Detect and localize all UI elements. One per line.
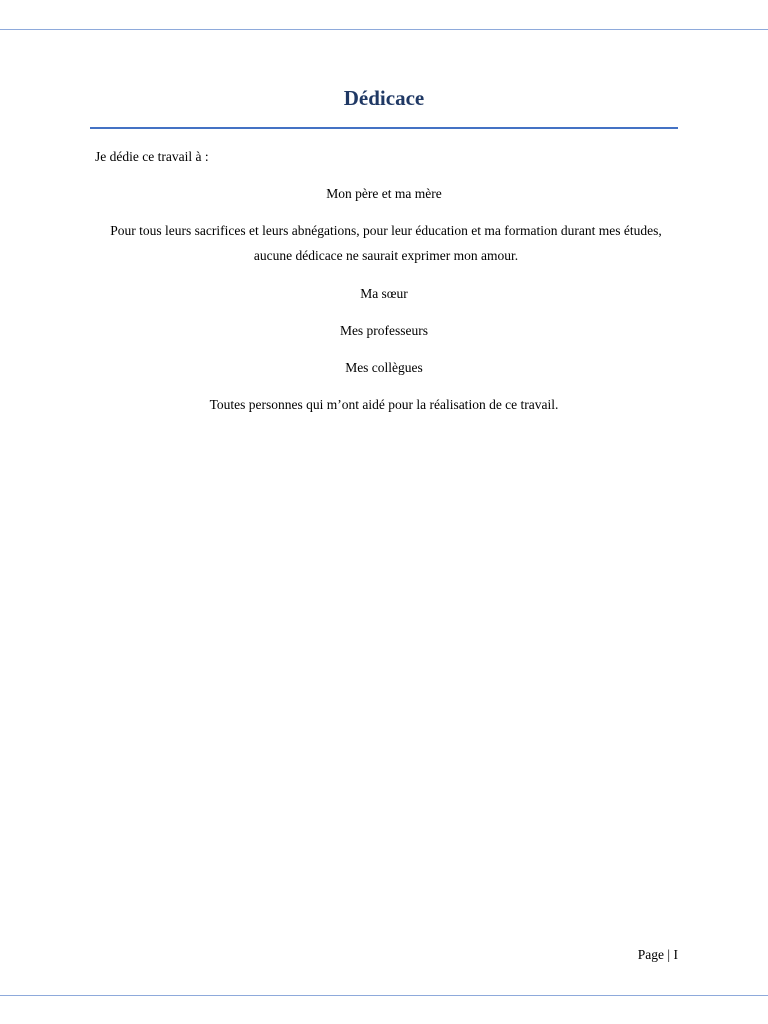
intro-text: Je dédie ce travail à :: [95, 149, 209, 164]
dedication-sister: Ma sœur: [360, 286, 408, 301]
dedication-professors: Mes professeurs: [339, 323, 429, 338]
page-border-bottom: [0, 995, 768, 996]
dedication-parents: Mon père et ma mère: [326, 186, 442, 201]
dedication-colleagues: Mes collègues: [345, 360, 423, 375]
dedication-others: Toutes personnes qui m’ont aidé pour la réalisation de ce travail.: [209, 397, 559, 412]
title-underline: [90, 127, 678, 129]
page-border-top: [0, 29, 768, 30]
dedication-paragraph: Pour tous leurs sacrifices et leurs abnégations, pour leur éducation et ma formation durant mes études, aucune dédicace ne saurait exprimer mon amour.: [110, 223, 662, 263]
page-number: Page | I: [637, 947, 678, 962]
page-title: Dédicace: [343, 86, 425, 110]
